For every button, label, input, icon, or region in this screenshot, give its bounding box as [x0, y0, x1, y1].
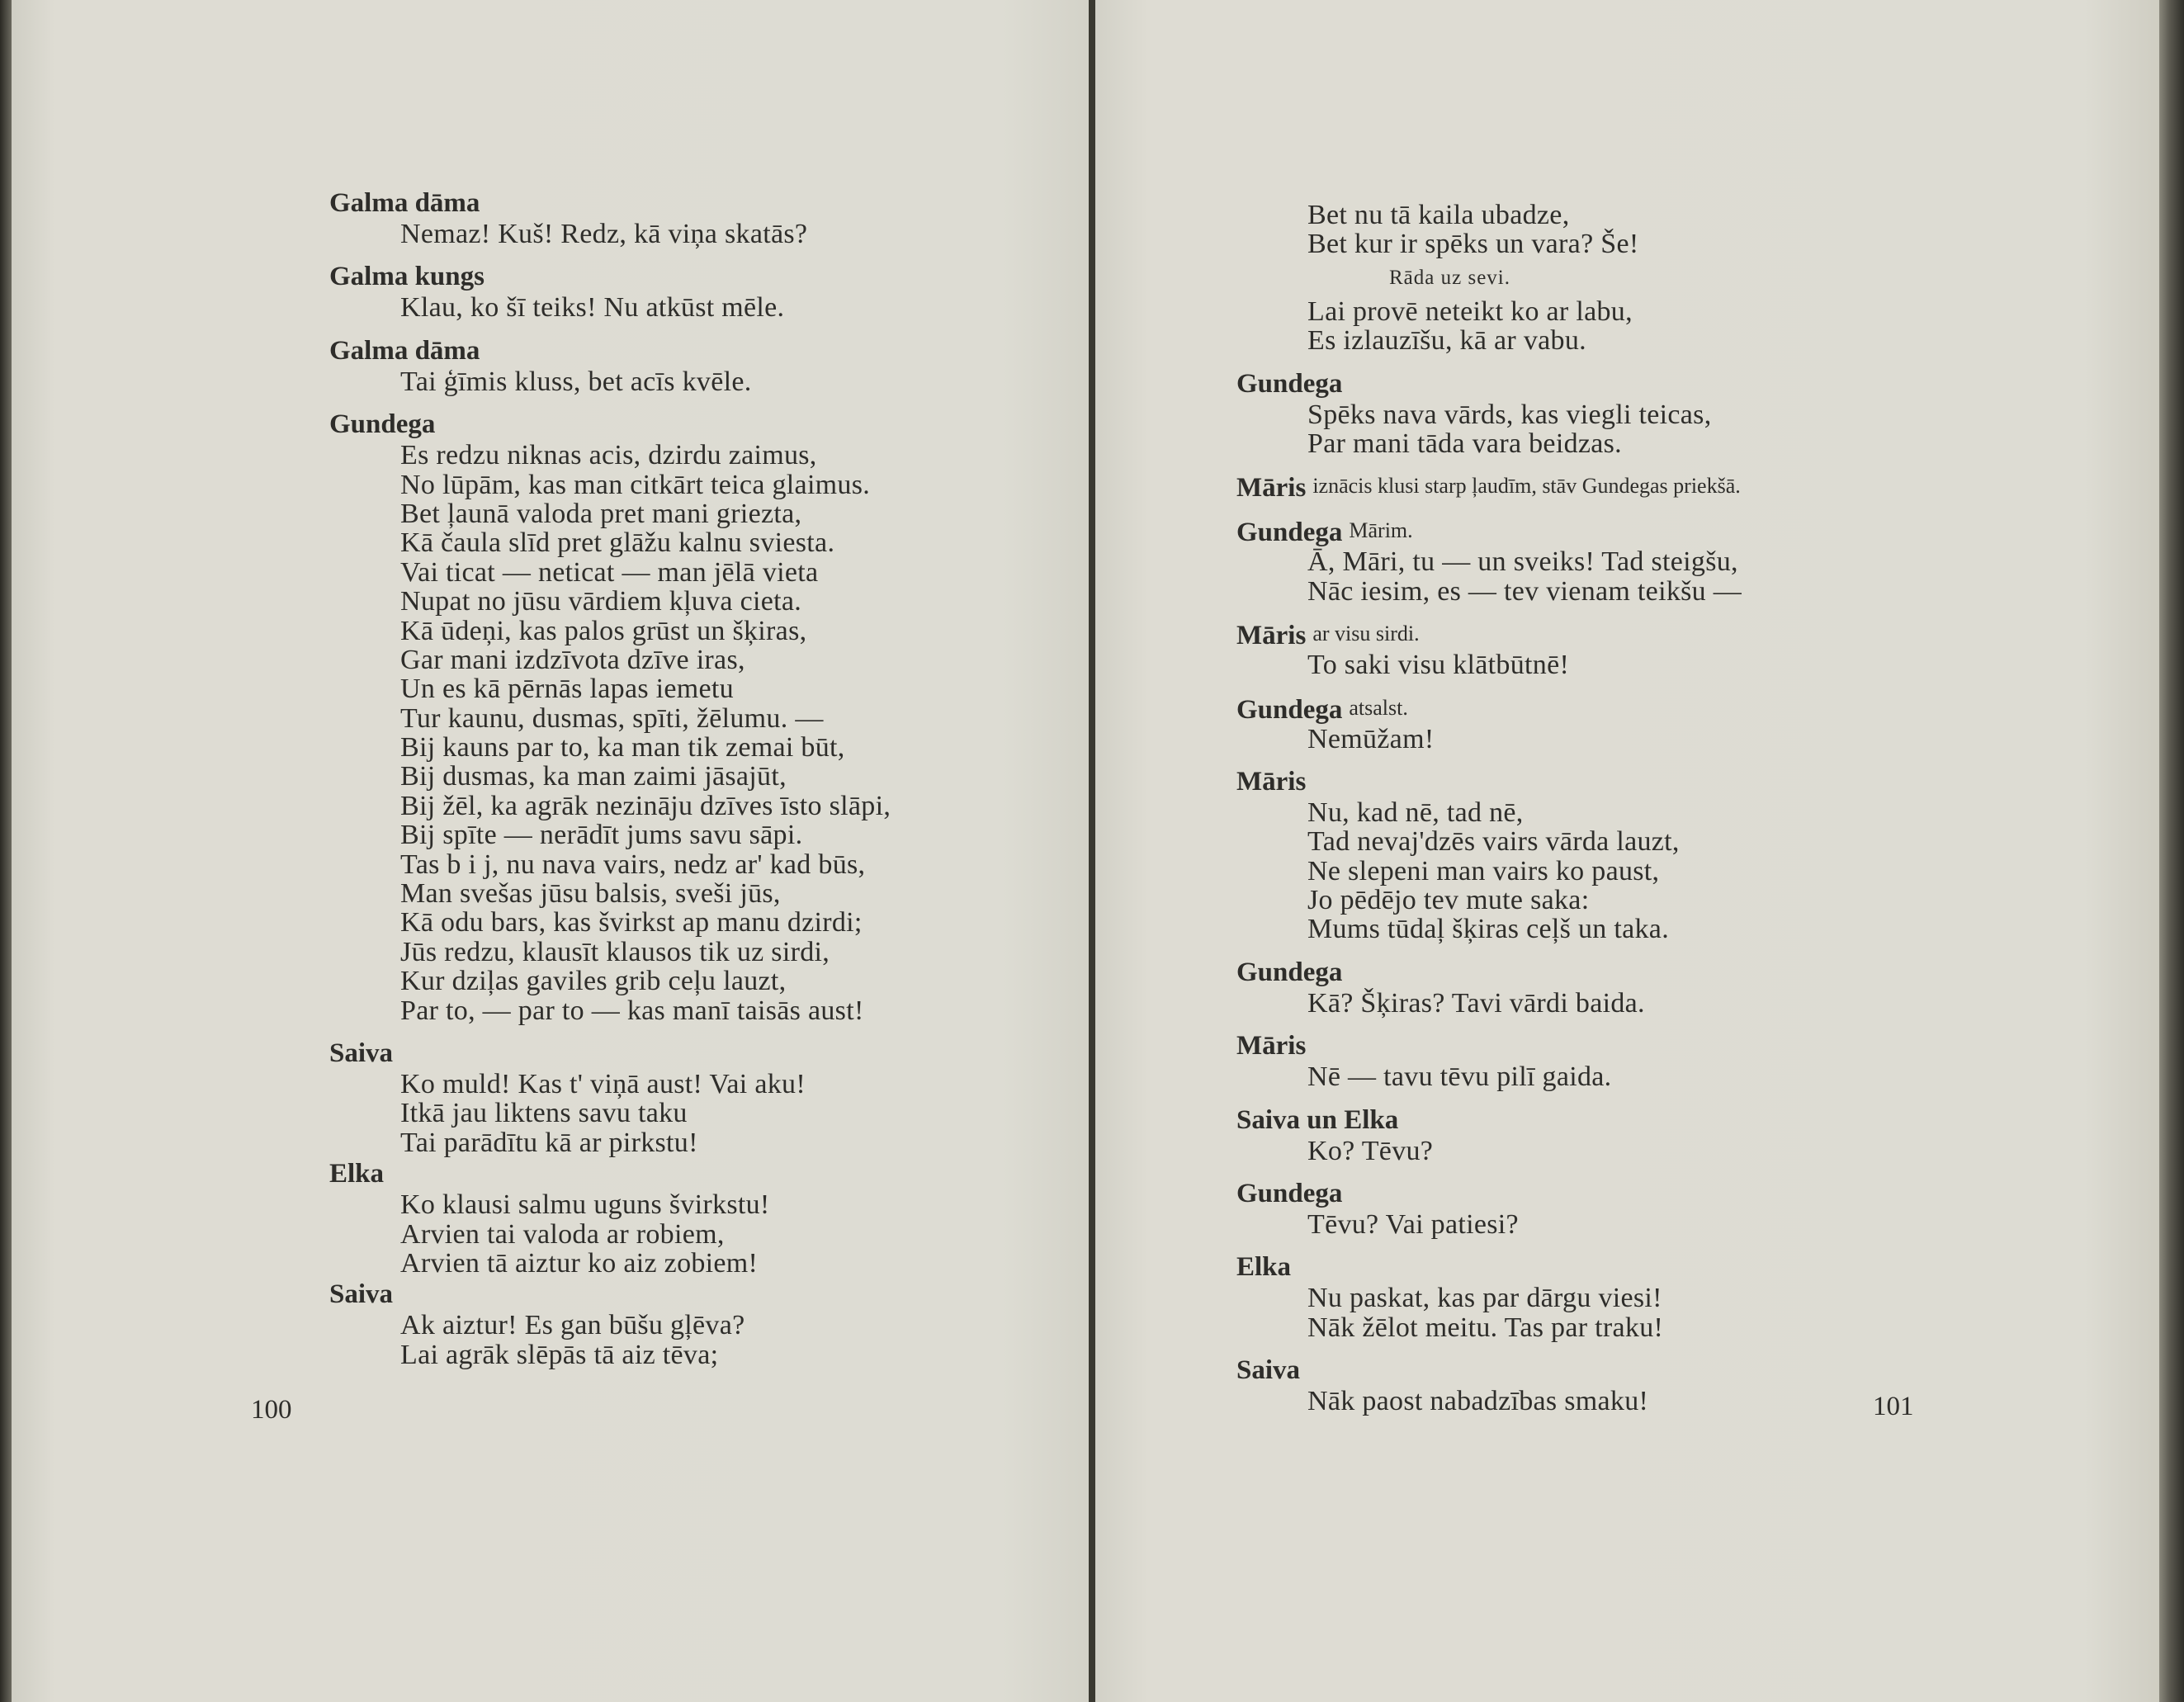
- verse-line: Tad nevaj'dzēs vairs vārda lauzt,: [1307, 826, 1680, 858]
- verse-line: Man svešas jūsu balsis, sveši jūs,: [400, 878, 781, 910]
- verse-line: Es izlauzīšu, kā ar vabu.: [1307, 325, 1586, 357]
- verse-line: Ne slepeni man vairs ko paust,: [1307, 855, 1660, 886]
- right-page: [1095, 0, 2159, 1702]
- verse-line: Bij dusmas, ka man zaimi jāsajūt,: [400, 761, 787, 792]
- verse-line: Ak aiztur! Es gan būšu gļēva?: [400, 1310, 745, 1341]
- speaker-line: [1236, 1104, 1742, 1137]
- verse-line: Nemaz! Kuš! Redz, kā viņa skatās?: [400, 219, 808, 249]
- verse-line: Kur dziļas gaviles grib ceļu lauzt,: [400, 966, 787, 997]
- speaker-line: [1236, 1250, 1742, 1284]
- verse-line: Un es kā pērnās lapas iemetu: [400, 674, 734, 705]
- speaker-line: [1236, 1029, 1742, 1062]
- verse-line: Jo pēdējo tev mute saka:: [1307, 885, 1590, 916]
- book-right-edge: [2159, 0, 2184, 1702]
- speaker-name: Saiva: [1236, 1355, 1301, 1386]
- speaker-line: [1236, 956, 1742, 989]
- verse-line: Par mani tāda vara beidzas.: [1307, 428, 1622, 459]
- speaker-line: [1236, 1177, 1742, 1210]
- verse-line: Es redzu niknas acis, dzirdu zaimus,: [400, 440, 817, 471]
- verse-line: Nu paskat, kas par dārgu viesi!: [1307, 1283, 1662, 1314]
- stage-direction: iznācis klusi starp ļaudīm, stāv Gundegas priekšā.: [1312, 474, 1741, 499]
- speaker-line: [1236, 617, 1742, 650]
- verse-line: Ko muld! Kas t' viņā aust! Vai aku!: [400, 1068, 806, 1099]
- verse-line: To saki visu klātbūtnē!: [1307, 650, 1570, 681]
- speaker-name: Saiva: [329, 1279, 394, 1310]
- verse-line: Nāk žēlot meitu. Tas par traku!: [1307, 1312, 1664, 1343]
- speaker-line: [1236, 692, 1742, 725]
- speaker-name: Galma dāma: [329, 188, 480, 218]
- verse-line: Bet kur ir spēks un vara? Še!: [1307, 229, 1639, 260]
- verse-line: Nāk paost nabadzības smaku!: [1307, 1386, 1649, 1417]
- speaker-name: Gundega: [1236, 1179, 1343, 1209]
- stage-direction: Mārim.: [1349, 518, 1413, 543]
- speaker-line: [1236, 765, 1742, 798]
- verse-line: Arvien tai valoda ar robiem,: [400, 1218, 725, 1250]
- verse-line: Lai provē neteikt ko ar labu,: [1307, 295, 1633, 327]
- speaker-name: Gundega: [329, 409, 436, 440]
- speaker-name: Māris: [1236, 766, 1307, 797]
- verse-line: Ā, Māri, tu — un sveiks! Tad steigšu,: [1307, 546, 1738, 578]
- stage-direction: ar visu sirdi.: [1312, 622, 1420, 646]
- verse-line: Nē — tavu tēvu pilī gaida.: [1307, 1061, 1612, 1093]
- speaker-line: [1236, 1354, 1742, 1387]
- verse-line: No lūpām, kas man citkārt teica glaimus.: [400, 469, 871, 500]
- verse-line: Gar mani izdzīvota dzīve iras,: [400, 644, 745, 675]
- verse-line: Klau, ko šī teiks! Nu atkūst mēle.: [400, 292, 785, 324]
- speaker-line: [1236, 470, 1742, 503]
- verse-line: Jūs redzu, klausīt klausos tik uz sirdi,: [400, 936, 830, 967]
- book-left-edge: [0, 0, 12, 1702]
- verse-line: Tas b i j, nu nava vairs, nedz ar' kad būs,: [400, 849, 866, 880]
- verse-line: Bet nu tā kaila ubadze,: [1307, 200, 1570, 230]
- speaker-name: Elka: [1236, 1252, 1292, 1283]
- verse-line: Itkā jau liktens savu taku: [400, 1098, 688, 1129]
- verse-line: Nemūžam!: [1307, 723, 1435, 754]
- verse-line: Ko klausi salmu uguns švirkstu!: [400, 1189, 770, 1221]
- verse-line: Nāc iesim, es — tev vienam teikšu —: [1307, 575, 1742, 607]
- speaker-name: Māris: [1236, 473, 1307, 504]
- right-page-text: [1236, 201, 1742, 1416]
- verse-line: Bij spīte — nerādīt jums savu sāpi.: [400, 820, 803, 851]
- verse-line: Vai ticat — neticat — man jēlā vieta: [400, 556, 819, 588]
- verse-line: Kā odu bars, kas švirkst ap manu dzirdi;: [400, 907, 863, 938]
- verse-line: Kā čaula slīd pret glāžu kalnu sviesta.: [400, 527, 835, 559]
- verse-line: Kā ūdeņi, kas palos grūst un šķiras,: [400, 615, 807, 646]
- verse-line: Tai ģīmis kluss, bet acīs kvēle.: [400, 366, 752, 397]
- speaker-line: [1236, 367, 1742, 400]
- verse-line: Nu, kad nē, tad nē,: [1307, 797, 1524, 828]
- book-gutter: [1089, 0, 1095, 1702]
- verse-line: Spēks nava vārds, kas viegli teicas,: [1307, 399, 1712, 430]
- speaker-name: Gundega: [1236, 518, 1343, 548]
- stage-direction: atsalst.: [1349, 695, 1408, 720]
- verse-line: Nupat no jūsu vārdiem kļuva cieta.: [400, 586, 802, 617]
- speaker-name: Gundega: [1236, 694, 1343, 725]
- left-page: [12, 0, 1089, 1702]
- verse-line: Mums tūdaļ šķiras ceļš un taka.: [1307, 914, 1670, 945]
- verse-line: Ko? Tēvu?: [1307, 1135, 1434, 1166]
- verse-line: Tai parādītu kā ar pirkstu!: [400, 1127, 698, 1158]
- speaker-name: Saiva un Elka: [1236, 1104, 1399, 1135]
- verse-line: Lai agrāk slēpās tā aiz tēva;: [400, 1339, 719, 1370]
- left-page-text: [329, 187, 891, 1369]
- speaker-name: Galma kungs: [329, 262, 485, 292]
- page-number: 101: [1873, 1392, 1914, 1421]
- verse-line: Tēvu? Vai patiesi?: [1307, 1209, 1519, 1241]
- verse-line: Tur kaunu, dusmas, spīti, žēlumu. —: [400, 702, 824, 734]
- verse-line: Bij kauns par to, ka man tik zemai būt,: [400, 732, 845, 764]
- speaker-name: Galma dāma: [329, 335, 480, 366]
- speaker-name: Māris: [1236, 1031, 1307, 1061]
- stage-direction: Rāda uz sevi.: [1389, 266, 1510, 289]
- speaker-line: [1236, 514, 1742, 547]
- page-number: 100: [251, 1395, 292, 1425]
- speaker-name: Gundega: [1236, 957, 1343, 987]
- speaker-name: Elka: [329, 1159, 385, 1189]
- speaker-name: Saiva: [329, 1038, 394, 1068]
- verse-line: Bet ļaunā valoda pret mani griezta,: [400, 498, 802, 529]
- speaker-name: Māris: [1236, 621, 1307, 651]
- verse-line: Par to, — par to — kas manī taisās aust!: [400, 995, 864, 1026]
- verse-line: Bij žēl, ka agrāk nezināju dzīves īsto slāpi,: [400, 790, 891, 821]
- verse-line: Arvien tā aiztur ko aiz zobiem!: [400, 1247, 759, 1279]
- verse-line: Kā? Šķiras? Tavi vārdi baida.: [1307, 987, 1645, 1019]
- speaker-name: Gundega: [1236, 368, 1343, 399]
